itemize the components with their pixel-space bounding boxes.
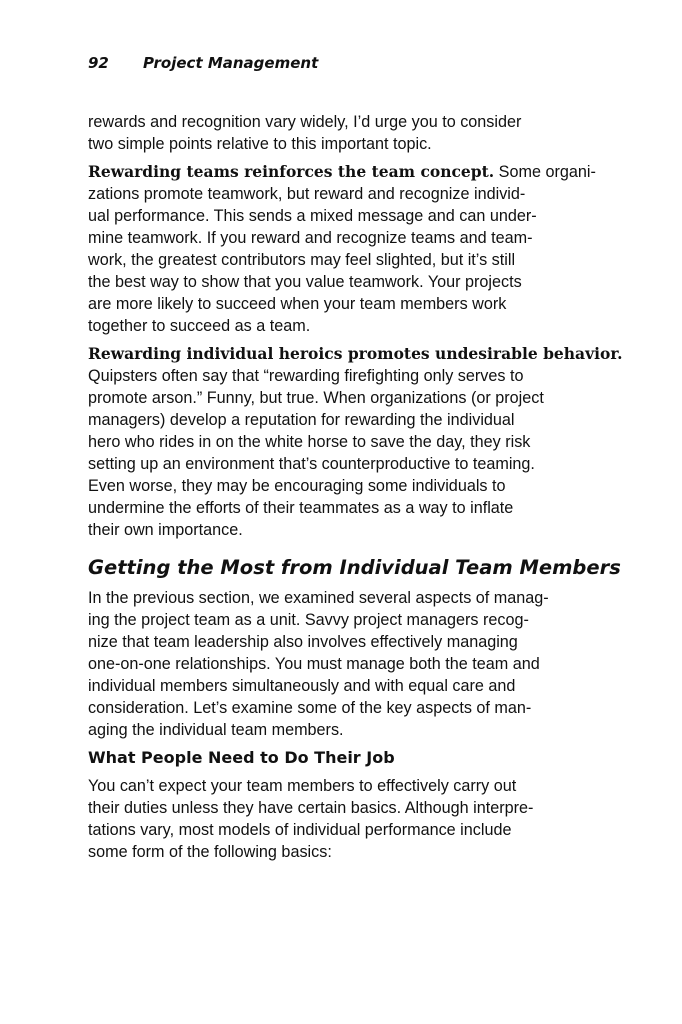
paragraph-heroics: [88, 343, 623, 541]
text-line: managers) develop a reputation for rewarding the individual: [88, 411, 515, 429]
text-line: individual members simultaneously and with equal care and: [88, 677, 516, 695]
running-header: [88, 53, 318, 73]
text-line: two simple points relative to this important topic.: [88, 135, 432, 153]
text-line: setting up an environment that’s counterproductive to teaming.: [88, 455, 535, 473]
text-line: their own importance.: [88, 521, 243, 539]
text-line: together to succeed as a team.: [88, 317, 311, 335]
text-line: You can’t expect your team members to effectively carry out: [88, 777, 517, 795]
run-in-heading: Rewarding individual heroics promotes undesirable behavior.: [88, 344, 623, 363]
text-line: one-on-one relationships. You must manage both the team and: [88, 655, 540, 673]
text-line: promote arson.” Funny, but true. When organizations (or project: [88, 389, 544, 407]
text-line: mine teamwork. If you reward and recognize teams and team-: [88, 229, 533, 247]
run-in-continuation: Some organi-: [494, 163, 596, 181]
page-number: 92: [88, 54, 109, 72]
subsection-heading: What People Need to Do Their Job: [88, 748, 395, 767]
text-line: the best way to show that you value teamwork. Your projects: [88, 273, 522, 291]
text-line: aging the individual team members.: [88, 721, 344, 739]
text-line: consideration. Let’s examine some of the key aspects of man-: [88, 699, 532, 717]
section-heading: Getting the Most from Individual Team Members: [88, 556, 621, 579]
running-title: Project Management: [143, 54, 319, 72]
paragraph-intro: [88, 111, 602, 155]
text-line: hero who rides in on the white horse to save the day, they risk: [88, 433, 531, 451]
paragraph-individual: [88, 587, 602, 741]
text-line: [88, 161, 602, 183]
text-line: some form of the following basics:: [88, 843, 332, 861]
text-line: their duties unless they have certain basics. Although interpre-: [88, 799, 534, 817]
text-line: ing the project team as a unit. Savvy project managers recog-: [88, 611, 529, 629]
text-line: Even worse, they may be encouraging some individuals to: [88, 477, 506, 495]
text-line: In the previous section, we examined several aspects of manag-: [88, 589, 549, 607]
text-line: nize that team leadership also involves effectively managing: [88, 633, 518, 651]
text-line: ual performance. This sends a mixed message and can under-: [88, 207, 537, 225]
text-line: tations vary, most models of individual performance include: [88, 821, 512, 839]
text-line: are more likely to succeed when your team members work: [88, 295, 507, 313]
text-line: zations promote teamwork, but reward and recognize individ-: [88, 185, 526, 203]
paragraph-basics: [88, 775, 602, 863]
text-line: work, the greatest contributors may feel slighted, but it’s still: [88, 251, 516, 269]
text-line: undermine the efforts of their teammates as a way to inflate: [88, 499, 514, 517]
run-in-heading: Rewarding teams reinforces the team concept.: [88, 162, 495, 181]
text-line: rewards and recognition vary widely, I’d urge you to consider: [88, 113, 522, 131]
text-line: Quipsters often say that “rewarding firefighting only serves to: [88, 367, 524, 385]
body-text: [88, 111, 623, 869]
paragraph-team-concept: [88, 161, 602, 337]
